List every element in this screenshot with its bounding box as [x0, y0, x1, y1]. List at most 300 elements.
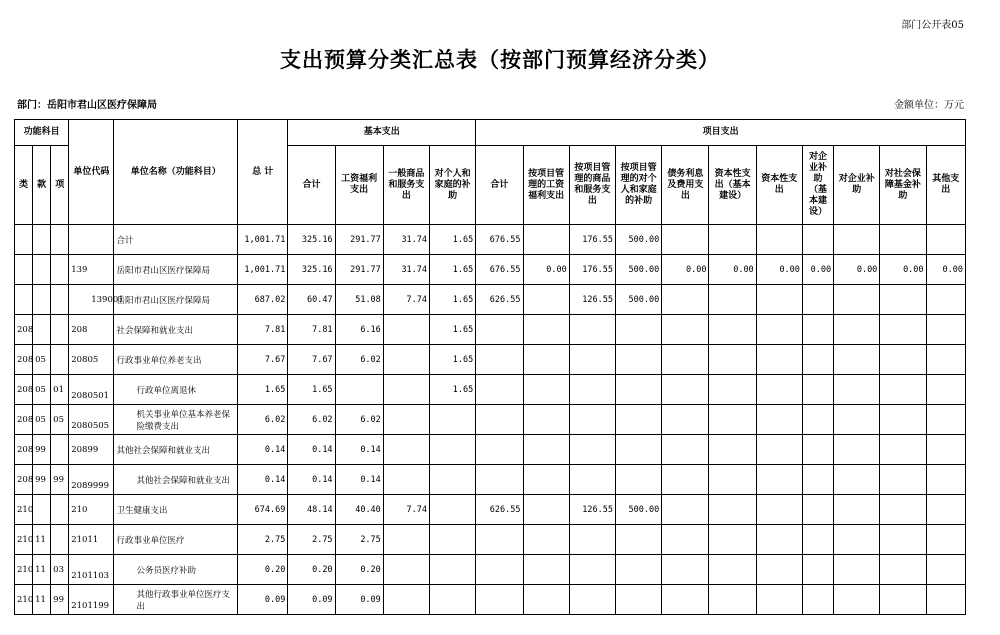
cell-project-amount: [569, 315, 615, 345]
header-project-col: 按项目管理的对个人和家庭的补助: [615, 146, 661, 225]
cell-project-amount: [709, 315, 756, 345]
cell-project-amount: [709, 345, 756, 375]
cell-basic-amount: 2.75: [288, 525, 335, 555]
cell-project-amount: 176.55: [569, 225, 615, 255]
cell-lei: 208: [15, 315, 33, 345]
amount-unit-label: 金额单位：万元: [894, 100, 964, 111]
cell-lei: 210: [15, 585, 33, 615]
cell-project-amount: [802, 525, 833, 555]
cell-project-amount: [834, 225, 880, 255]
cell-project-amount: [523, 405, 569, 435]
cell-project-amount: [880, 225, 926, 255]
table-row: [15, 345, 966, 375]
cell-project-amount: [523, 585, 569, 615]
cell-project-amount: [569, 435, 615, 465]
header-basic-col: 对个人和家庭的补助: [430, 146, 476, 225]
cell-project-amount: [926, 525, 965, 555]
cell-project-amount: [834, 585, 880, 615]
cell-project-amount: 126.55: [569, 495, 615, 525]
cell-project-amount: [756, 465, 802, 495]
cell-unit-name: 岳阳市君山区医疗保障局: [114, 285, 238, 315]
table-row: [15, 525, 966, 555]
cell-basic-amount: 1.65: [430, 345, 476, 375]
cell-project-amount: [662, 525, 709, 555]
cell-basic-amount: 1.65: [288, 375, 335, 405]
header-kuan: 款: [33, 146, 51, 225]
cell-project-amount: [926, 315, 965, 345]
cell-project-amount: [476, 465, 523, 495]
cell-unit-code: 20899: [69, 435, 114, 465]
cell-project-amount: [523, 225, 569, 255]
cell-basic-amount: 7.74: [383, 285, 429, 315]
cell-project-amount: [834, 405, 880, 435]
cell-basic-amount: [430, 435, 476, 465]
cell-unit-name: 行政事业单位医疗: [114, 525, 238, 555]
cell-project-amount: 0.00: [523, 255, 569, 285]
cell-project-amount: [802, 585, 833, 615]
cell-project-amount: [834, 435, 880, 465]
cell-unit-name: 其他社会保障和就业支出: [114, 465, 238, 495]
cell-project-amount: [802, 315, 833, 345]
cell-basic-amount: [430, 465, 476, 495]
cell-xiang: 99: [51, 585, 69, 615]
table-row: [15, 495, 966, 525]
cell-basic-amount: 1.65: [430, 315, 476, 345]
cell-basic-amount: 0.14: [335, 465, 383, 495]
cell-project-amount: [756, 225, 802, 255]
header-basic-col: 合计: [288, 146, 335, 225]
cell-kuan: 11: [33, 555, 51, 585]
cell-basic-amount: [383, 345, 429, 375]
cell-project-amount: [880, 555, 926, 585]
cell-project-amount: 0.00: [834, 255, 880, 285]
cell-kuan: 05: [33, 405, 51, 435]
cell-project-amount: [709, 495, 756, 525]
cell-project-amount: [880, 465, 926, 495]
cell-lei: 210: [15, 495, 33, 525]
header-unit-code: 单位代码: [69, 120, 114, 225]
cell-project-amount: 0.00: [926, 255, 965, 285]
cell-project-amount: [756, 585, 802, 615]
cell-basic-amount: [383, 435, 429, 465]
header-project-col: 其他支出: [926, 146, 965, 225]
cell-kuan: 11: [33, 525, 51, 555]
cell-project-amount: [802, 495, 833, 525]
cell-project-amount: 676.55: [476, 255, 523, 285]
cell-project-amount: [569, 585, 615, 615]
cell-kuan: [33, 285, 51, 315]
cell-basic-amount: [383, 585, 429, 615]
cell-basic-amount: 60.47: [288, 285, 335, 315]
cell-project-amount: [709, 405, 756, 435]
cell-project-amount: [523, 315, 569, 345]
cell-project-amount: [476, 405, 523, 435]
cell-project-amount: [834, 525, 880, 555]
cell-xiang: [51, 225, 69, 255]
cell-xiang: [51, 255, 69, 285]
cell-basic-amount: [383, 315, 429, 345]
cell-basic-amount: [335, 375, 383, 405]
cell-project-amount: [756, 405, 802, 435]
cell-project-amount: [802, 465, 833, 495]
cell-kuan: 11: [33, 585, 51, 615]
cell-project-amount: [709, 525, 756, 555]
cell-lei: 208: [15, 435, 33, 465]
table-row: [15, 405, 966, 435]
cell-project-amount: [569, 375, 615, 405]
header-lei: 类: [15, 146, 33, 225]
cell-project-amount: 500.00: [615, 495, 661, 525]
cell-kuan: 05: [33, 345, 51, 375]
cell-unit-code: 2080505: [69, 405, 114, 435]
cell-project-amount: [926, 285, 965, 315]
cell-basic-amount: 51.08: [335, 285, 383, 315]
cell-project-amount: 500.00: [615, 255, 661, 285]
cell-project-amount: [615, 405, 661, 435]
cell-project-amount: [709, 285, 756, 315]
cell-basic-amount: 1.65: [430, 375, 476, 405]
cell-project-amount: [615, 555, 661, 585]
cell-project-amount: [834, 285, 880, 315]
cell-xiang: 99: [51, 465, 69, 495]
cell-basic-amount: 0.14: [288, 465, 335, 495]
cell-unit-code: 21011: [69, 525, 114, 555]
cell-lei: 208: [15, 465, 33, 495]
cell-project-amount: [569, 465, 615, 495]
header-project-col: 债务利息及费用支出: [662, 146, 709, 225]
cell-project-amount: [709, 555, 756, 585]
cell-unit-code: 2101199: [69, 585, 114, 615]
table-number-label: 部门公开表05: [901, 20, 964, 31]
cell-project-amount: [756, 375, 802, 405]
cell-project-amount: [709, 435, 756, 465]
cell-lei: 210: [15, 525, 33, 555]
cell-project-amount: [926, 225, 965, 255]
cell-total: 1,001.71: [238, 255, 288, 285]
cell-basic-amount: 7.67: [288, 345, 335, 375]
header-func-group: 功能科目: [15, 120, 69, 146]
table-row: [15, 285, 966, 315]
cell-kuan: [33, 495, 51, 525]
cell-total: 7.81: [238, 315, 288, 345]
cell-basic-amount: 325.16: [288, 255, 335, 285]
cell-project-amount: [834, 315, 880, 345]
cell-project-amount: [926, 585, 965, 615]
cell-basic-amount: [430, 525, 476, 555]
header-project-group: 项目支出: [476, 120, 966, 146]
header-project-col: 资本性支出（基本建设）: [709, 146, 756, 225]
cell-project-amount: [709, 375, 756, 405]
cell-project-amount: 0.00: [802, 255, 833, 285]
cell-basic-amount: 0.20: [335, 555, 383, 585]
cell-xiang: 05: [51, 405, 69, 435]
cell-project-amount: [880, 345, 926, 375]
header-project-col: 资本性支出: [756, 146, 802, 225]
cell-project-amount: [926, 435, 965, 465]
table-row: [15, 255, 966, 285]
cell-project-amount: [523, 495, 569, 525]
cell-project-amount: [615, 315, 661, 345]
cell-project-amount: 676.55: [476, 225, 523, 255]
cell-project-amount: [926, 495, 965, 525]
cell-project-amount: [662, 435, 709, 465]
table-row: [15, 465, 966, 495]
cell-project-amount: [880, 525, 926, 555]
cell-project-amount: [615, 345, 661, 375]
cell-total: 687.02: [238, 285, 288, 315]
cell-total: 1.65: [238, 375, 288, 405]
cell-basic-amount: 6.02: [335, 345, 383, 375]
table-row: [15, 555, 966, 585]
cell-project-amount: [476, 555, 523, 585]
cell-basic-amount: [430, 405, 476, 435]
header-unit-name: 单位名称（功能科目）: [114, 120, 238, 225]
cell-project-amount: [662, 285, 709, 315]
cell-project-amount: [926, 465, 965, 495]
cell-project-amount: [926, 555, 965, 585]
table-row: [15, 375, 966, 405]
cell-xiang: 03: [51, 555, 69, 585]
cell-xiang: 01: [51, 375, 69, 405]
cell-project-amount: [476, 375, 523, 405]
cell-unit-name: 其他社会保障和就业支出: [114, 435, 238, 465]
cell-project-amount: [802, 345, 833, 375]
cell-project-amount: 626.55: [476, 285, 523, 315]
cell-project-amount: [615, 525, 661, 555]
cell-basic-amount: [383, 465, 429, 495]
cell-basic-amount: 0.20: [288, 555, 335, 585]
cell-lei: 208: [15, 345, 33, 375]
cell-project-amount: [756, 315, 802, 345]
cell-project-amount: [926, 345, 965, 375]
cell-project-amount: [476, 345, 523, 375]
header-project-col: 对企业补助（基本建设）: [802, 146, 833, 225]
header-basic-col: 工资福利支出: [335, 146, 383, 225]
cell-basic-amount: 0.09: [335, 585, 383, 615]
cell-project-amount: 126.55: [569, 285, 615, 315]
cell-total: 0.14: [238, 465, 288, 495]
cell-project-amount: 626.55: [476, 495, 523, 525]
cell-basic-amount: [383, 555, 429, 585]
header-project-col: 按项目管理的工资福利支出: [523, 146, 569, 225]
cell-total: 674.69: [238, 495, 288, 525]
cell-basic-amount: 7.81: [288, 315, 335, 345]
cell-total: 0.20: [238, 555, 288, 585]
cell-project-amount: 500.00: [615, 225, 661, 255]
cell-project-amount: [802, 375, 833, 405]
cell-total: 7.67: [238, 345, 288, 375]
cell-basic-amount: [430, 555, 476, 585]
cell-unit-name: 公务员医疗补助: [114, 555, 238, 585]
header-xiang: 项: [51, 146, 69, 225]
cell-lei: [15, 225, 33, 255]
department-label: 部门：岳阳市君山区医疗保障局: [17, 100, 157, 111]
cell-lei: 208: [15, 405, 33, 435]
cell-unit-code: 139: [69, 255, 114, 285]
cell-project-amount: [880, 285, 926, 315]
budget-table: [14, 119, 966, 615]
cell-total: 6.02: [238, 405, 288, 435]
cell-basic-amount: 0.14: [335, 435, 383, 465]
table-body: [15, 225, 966, 615]
cell-basic-amount: 6.16: [335, 315, 383, 345]
cell-project-amount: [662, 225, 709, 255]
cell-project-amount: [834, 375, 880, 405]
cell-project-amount: [662, 465, 709, 495]
header-total: 总 计: [238, 120, 288, 225]
cell-kuan: 99: [33, 435, 51, 465]
cell-basic-amount: 31.74: [383, 225, 429, 255]
cell-project-amount: [615, 375, 661, 405]
cell-project-amount: [662, 375, 709, 405]
cell-project-amount: [926, 405, 965, 435]
cell-unit-name: 社会保障和就业支出: [114, 315, 238, 345]
cell-basic-amount: 2.75: [335, 525, 383, 555]
cell-project-amount: [476, 525, 523, 555]
cell-basic-amount: 31.74: [383, 255, 429, 285]
cell-project-amount: [880, 405, 926, 435]
cell-project-amount: [709, 465, 756, 495]
table-row: [15, 315, 966, 345]
cell-xiang: [51, 345, 69, 375]
cell-project-amount: [756, 435, 802, 465]
cell-project-amount: [756, 285, 802, 315]
cell-project-amount: [662, 555, 709, 585]
cell-basic-amount: 7.74: [383, 495, 429, 525]
cell-project-amount: [523, 375, 569, 405]
cell-project-amount: [476, 315, 523, 345]
cell-xiang: [51, 285, 69, 315]
cell-project-amount: [834, 465, 880, 495]
cell-project-amount: [834, 495, 880, 525]
page-title: 支出预算分类汇总表（按部门预算经济分类）: [280, 48, 720, 72]
cell-basic-amount: 291.77: [335, 255, 383, 285]
cell-basic-amount: 1.65: [430, 255, 476, 285]
cell-project-amount: [523, 435, 569, 465]
cell-unit-code: 208: [69, 315, 114, 345]
cell-project-amount: [756, 525, 802, 555]
cell-unit-name: 其他行政事业单位医疗支出: [114, 585, 238, 615]
cell-unit-name: 机关事业单位基本养老保险缴费支出: [114, 405, 238, 435]
cell-project-amount: [756, 555, 802, 585]
cell-project-amount: [802, 555, 833, 585]
cell-basic-amount: [383, 405, 429, 435]
cell-basic-amount: [430, 585, 476, 615]
cell-project-amount: [802, 225, 833, 255]
cell-project-amount: [523, 555, 569, 585]
cell-project-amount: [834, 345, 880, 375]
cell-project-amount: [662, 585, 709, 615]
cell-project-amount: [569, 525, 615, 555]
cell-project-amount: [615, 435, 661, 465]
cell-project-amount: [880, 315, 926, 345]
header-project-col: 合计: [476, 146, 523, 225]
cell-basic-amount: 1.65: [430, 285, 476, 315]
cell-total: 0.09: [238, 585, 288, 615]
cell-unit-code: 139001: [69, 285, 114, 315]
cell-kuan: [33, 315, 51, 345]
cell-project-amount: [569, 555, 615, 585]
cell-project-amount: [709, 585, 756, 615]
cell-basic-amount: 291.77: [335, 225, 383, 255]
cell-kuan: [33, 255, 51, 285]
header-basic-group: 基本支出: [288, 120, 476, 146]
cell-basic-amount: 6.02: [288, 405, 335, 435]
cell-basic-amount: 40.40: [335, 495, 383, 525]
cell-basic-amount: 6.02: [335, 405, 383, 435]
cell-project-amount: [662, 345, 709, 375]
cell-project-amount: 0.00: [756, 255, 802, 285]
cell-unit-code: 210: [69, 495, 114, 525]
cell-project-amount: [615, 585, 661, 615]
cell-unit-code: 2089999: [69, 465, 114, 495]
cell-xiang: [51, 495, 69, 525]
cell-basic-amount: 1.65: [430, 225, 476, 255]
cell-project-amount: [802, 405, 833, 435]
cell-unit-name: 岳阳市君山区医疗保障局: [114, 255, 238, 285]
cell-project-amount: [880, 375, 926, 405]
cell-project-amount: [523, 465, 569, 495]
cell-lei: [15, 285, 33, 315]
cell-unit-name: 合计: [114, 225, 238, 255]
cell-project-amount: [662, 495, 709, 525]
cell-project-amount: [834, 555, 880, 585]
cell-kuan: 99: [33, 465, 51, 495]
cell-xiang: [51, 525, 69, 555]
cell-project-amount: [523, 345, 569, 375]
cell-project-amount: [523, 285, 569, 315]
cell-project-amount: 500.00: [615, 285, 661, 315]
cell-project-amount: [880, 585, 926, 615]
cell-total: 2.75: [238, 525, 288, 555]
cell-unit-code: 20805: [69, 345, 114, 375]
cell-project-amount: [880, 435, 926, 465]
cell-project-amount: [926, 375, 965, 405]
cell-project-amount: 0.00: [880, 255, 926, 285]
cell-project-amount: [615, 465, 661, 495]
cell-project-amount: [569, 345, 615, 375]
cell-project-amount: [880, 495, 926, 525]
table-row: [15, 585, 966, 615]
cell-basic-amount: [430, 495, 476, 525]
cell-kuan: [33, 225, 51, 255]
cell-basic-amount: 0.09: [288, 585, 335, 615]
cell-xiang: [51, 315, 69, 345]
cell-project-amount: [756, 345, 802, 375]
header-project-col: 对企业补助: [834, 146, 880, 225]
cell-xiang: [51, 435, 69, 465]
cell-project-amount: 176.55: [569, 255, 615, 285]
cell-unit-code: 2080501: [69, 375, 114, 405]
cell-basic-amount: [383, 375, 429, 405]
cell-project-amount: [476, 585, 523, 615]
cell-project-amount: [756, 495, 802, 525]
cell-lei: 210: [15, 555, 33, 585]
cell-unit-name: 行政单位离退休: [114, 375, 238, 405]
cell-kuan: 05: [33, 375, 51, 405]
header-project-col: 按项目管理的商品和服务支出: [569, 146, 615, 225]
table-row: [15, 225, 966, 255]
cell-total: 0.14: [238, 435, 288, 465]
cell-project-amount: [662, 405, 709, 435]
cell-project-amount: [569, 405, 615, 435]
cell-project-amount: [476, 435, 523, 465]
cell-basic-amount: 0.14: [288, 435, 335, 465]
cell-project-amount: 0.00: [662, 255, 709, 285]
cell-project-amount: 0.00: [709, 255, 756, 285]
cell-project-amount: [523, 525, 569, 555]
cell-basic-amount: 48.14: [288, 495, 335, 525]
